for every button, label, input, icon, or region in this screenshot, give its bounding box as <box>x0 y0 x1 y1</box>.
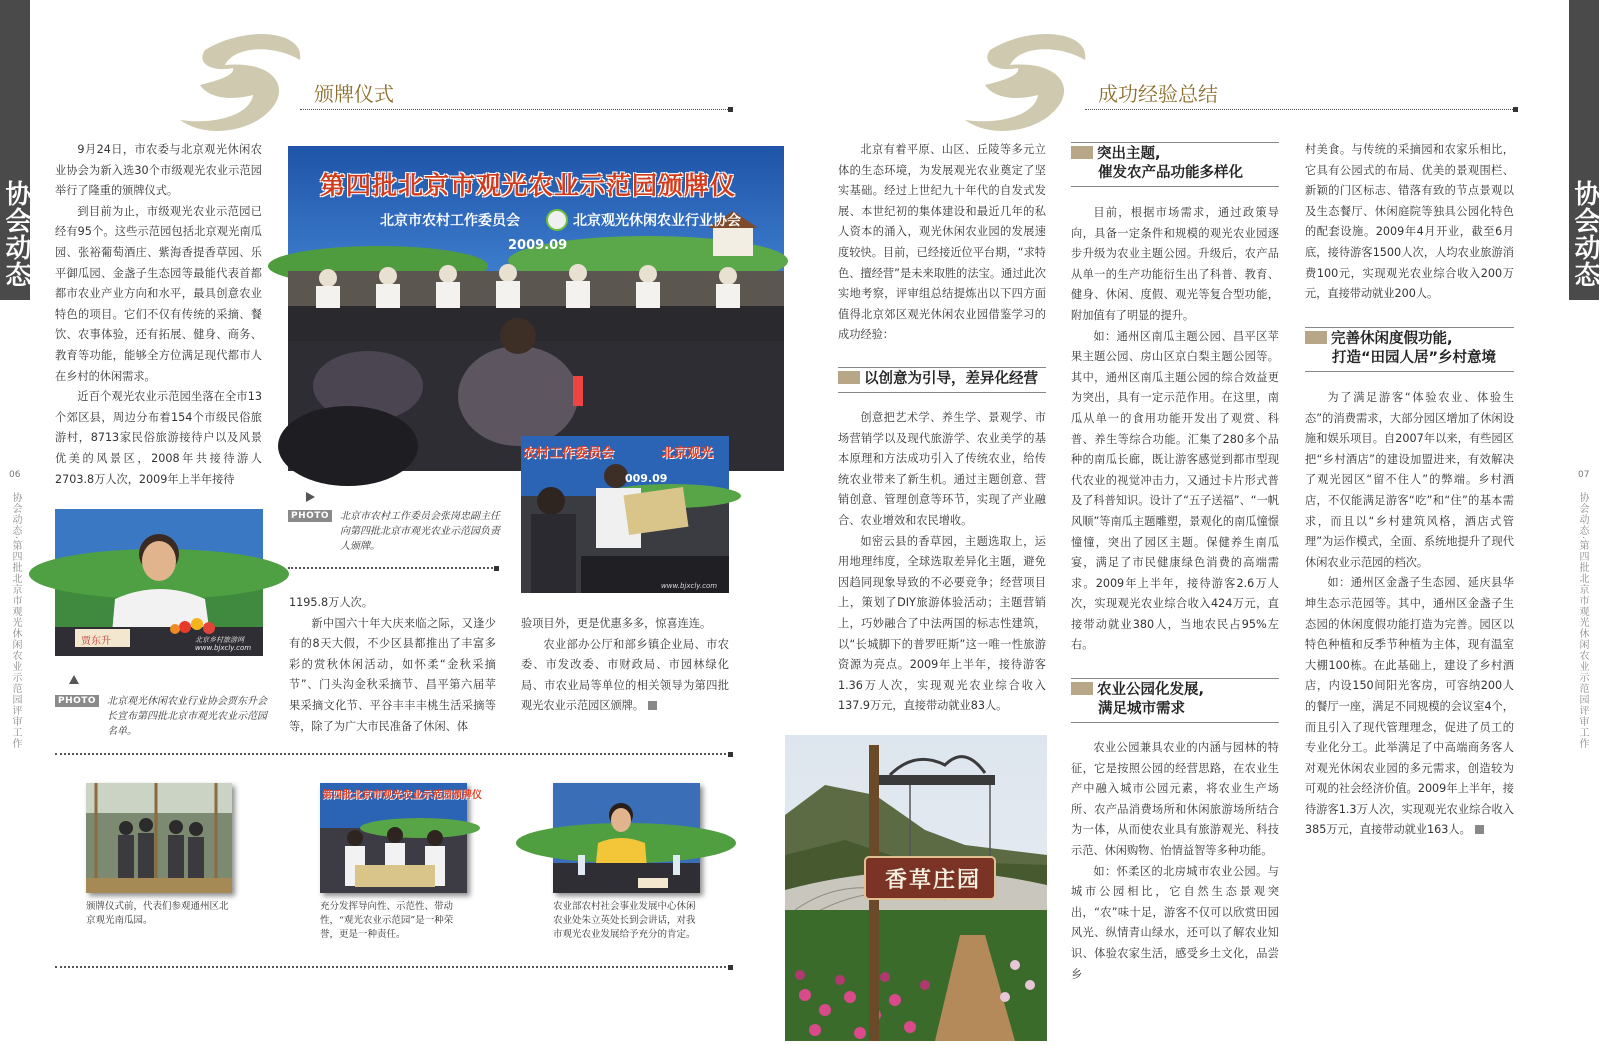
paragraph <box>1305 573 1514 841</box>
small-banner-text: 第四批北京市观光农业示范园颁牌仪 <box>322 790 482 801</box>
paragraph-text: 如：通州区金盏子生态园、延庆县华坤生态示范园等。其中，通州区金盏子生态园的休闲度假功能打造为完善。园区以特色种植和反季节种植为主体，现有温室大棚100栋。在此基础上，建设了乡村酒店，内设150间阳光客房，可容纳200人的餐厅一座，满足不同规模的会议室4个，而且引入了现代管理理念，促进了员工的专业化分工。此举满足了中高端商务客人对观光休闲农业园的多元需求，创造较为可观的社会经济价值。2009年上半年，接待游客1.3万人次，实现观光农业综合收入385万元，直接带动就业163人。 <box>1305 576 1514 837</box>
left-column-3 <box>521 614 729 717</box>
photo-caption-top: 北京市农村工作委员会张岗忠副主任向第四批北京市观光农业示范园负责人颁牌。 <box>340 511 500 552</box>
bottom-photo-3-art <box>553 783 700 893</box>
award-photo <box>521 436 729 593</box>
right-swirl-decoration <box>950 20 1110 160</box>
caption-arrow-icon <box>306 492 315 502</box>
left-swirl-decoration <box>165 20 325 160</box>
nameplate: 贾东升 <box>81 636 111 647</box>
subheading-text-1: 农业公园化发展, <box>1097 682 1205 698</box>
subheading-marker <box>1071 682 1093 695</box>
small-banner-date: 009.09 <box>625 472 668 485</box>
ceremony-photo-main <box>288 146 784 471</box>
right-column-3 <box>1305 140 1514 305</box>
paragraph: 验项目外，更是优惠多多，惊喜连连。 <box>521 617 712 630</box>
caption-divider <box>288 567 496 569</box>
small-banner-text: 农村工作委员会 <box>523 446 615 461</box>
end-mark <box>648 701 657 710</box>
paragraph: 新中国六十年大庆来临之际，又逢少有的8天大假，不少区县都推出了丰富多彩的赏秋休闲活动，如怀柔“金秋采摘节”、门头沟金秋采摘节、昌平第六届苹果采摘文化节、平谷丰丰丰桃生活采摘等等，除了为广大市民准备了休闲、体 <box>289 616 496 733</box>
left-column-2 <box>289 593 496 737</box>
paragraph: 目前，根据市场需求，通过政策导向，具备一定条件和规模的观光农业园逐步升级为农业主题公园。升级后，农产品从单一的生产功能衍生出了科普、教育、健身、休闲、度假、观光等复合型功能，附加值有了明显的提升。 <box>1071 206 1279 322</box>
subheading-theme <box>1071 142 1279 187</box>
right-column-2 <box>1071 203 1279 656</box>
caption-arrow-icon <box>69 675 79 684</box>
paragraph: 农业公园兼具农业的内涵与园林的特征，它是按照公园的经营思路，在农业生产中融入城市公园元素，将农业生产场所、农产品消费场所和休闲旅游场所结合为一体，从而使农业具有旅游观光、科技示范、休闲购物、怡情益智等多种功能。 <box>1071 741 1279 857</box>
paragraph <box>521 635 729 717</box>
page-number-left: 06 <box>9 470 21 480</box>
bottom-photo-1 <box>86 783 232 893</box>
bottom-strip-bottom-divider <box>55 966 730 968</box>
right-vertical-caption: 协会动态·第四批北京市观光休闲农业示范园评审工作 <box>1577 492 1588 750</box>
section-title-left: 颁牌仪式 <box>314 82 394 106</box>
bottom-caption-2: 充分发挥导向性、示范性、带动性，“观光农业示范园”是一种荣誉，更是一种责任。 <box>320 901 454 940</box>
paragraph: 近百个观光农业示范园坐落在全市13个郊区县，周边分布着154个市级民俗旅游村，8713家民俗旅游接待户以及风景优美的风景区，2008年共接待游人2703.8万人次，2009年上半年接待 <box>55 390 262 486</box>
title-divider-right <box>1085 109 1515 110</box>
subheading-text-1: 突出主题, <box>1097 146 1161 162</box>
bottom-caption-3: 农业部农村社会事业发展中心休闲农业处朱立英处长到会讲话，对我市观光农业发展给予充分的肯定。 <box>553 901 696 940</box>
subheading-marker <box>1305 331 1327 344</box>
paragraph-text: 农业部办公厅和部乡镇企业局、市农委、市发改委、市财政局、市园林绿化局、市农业局等单位的相关领导为第四批观光农业示范园区颁牌。 <box>521 637 729 713</box>
banner-line1: 第四批北京市观光农业示范园颁牌仪 <box>320 171 737 200</box>
banner-date: 2009.09 <box>508 238 568 253</box>
photo-watermark: www.bjxcly.com <box>661 582 718 590</box>
speaker-photo <box>55 509 263 656</box>
paragraph: 如密云县的香草园，主题选取上，运用地理纬度，全球选取差异化主题，避免因趋同现象导致的不必要竞争；经营项目上，策划了DIY旅游体验活动；主题营销上，巧妙融合了中法两国的标志性建筑，以“长城脚下的普罗旺斯”这一唯一性旅游资源为亮点。2009年上半年，接待游客1.36万人次，实现观光农业综合收入137.9万元，直接带动就业83人。 <box>838 534 1046 713</box>
subheading-text-2: 打造“田园人居”乡村意境 <box>1332 350 1497 366</box>
paragraph: 村美食。与传统的采摘园和农家乐相比，它具有公园式的布局、优美的景观围栏、新颖的门区标志、错落有致的节点景观以及生态餐厅、休闲庭院等独具公园化特色的配套设施。2009年4月开业，截至6月底，接待游客1500人次，人均农业旅游消费100元，实现观光农业综合收入200万元，直接带动就业200人。 <box>1305 143 1514 301</box>
subheading-park <box>1071 678 1279 723</box>
bottom-photo-2 <box>320 783 482 893</box>
right-column-3b <box>1305 388 1514 841</box>
left-sidebar-label: 协会动态 <box>1 180 31 288</box>
bottom-photo-1-art <box>86 783 232 893</box>
subheading-marker <box>1071 146 1093 159</box>
subheading-creative <box>838 367 1046 393</box>
left-vertical-caption: 协会动态·第四批北京市观光休闲农业示范园评审工作 <box>10 492 21 750</box>
paragraph: 为了满足游客“体验农业、体验生态”的消费需求，大部分园区增加了休闲设施和娱乐项目。自2007年以来，有些园区把“乡村酒店”的建设加盟进来，有效解决了观光园区“留不住人”的弊端。乡村酒店，不仅能满足游客“吃”和“住”的基本需求，而且以“乡村建筑风格，酒店式管理”为运作模式，全面、系统地提升了现代休闲农业示范园的档次。 <box>1305 391 1514 569</box>
paragraph: 到目前为止，市级观光农业示范园已经有95个。这些示范园包括北京观光南瓜园、张裕葡萄酒庄、紫海香提香草园、乐平御瓜园、金盏子生态园等最能代表首都都市农业产业方向和水平，最具创意农业特色的项目。它们不仅有传统的采摘、餐饮、农事体验，还有拓展、健身、商务、教育等功能，能够全方位满足现代都市人在乡村的休闲需求。 <box>55 204 262 383</box>
herb-garden-photo <box>785 735 1047 1041</box>
photo-label: PHOTO <box>288 510 332 522</box>
title-divider-left <box>300 109 730 110</box>
right-column-2b <box>1071 738 1279 985</box>
subheading-text: 以创意为引导，差异化经营 <box>864 371 1038 387</box>
right-column-1 <box>838 140 1046 346</box>
paragraph: 9月24日，市农委与北京观光休闲农业协会为新入选30个市级观光农业示范园举行了隆重的颁牌仪式。 <box>55 143 262 198</box>
subheading-leisure <box>1305 327 1514 372</box>
end-mark <box>1475 825 1484 834</box>
bottom-photo-3 <box>553 783 700 893</box>
left-column-1 <box>55 140 262 490</box>
banner-logo-icon <box>546 209 568 231</box>
right-column-1b <box>838 408 1046 717</box>
photo-caption-left: 北京观光休闲农业行业协会贾东升会长宣布第四批北京市观光农业示范园名单。 <box>107 696 267 737</box>
paragraph: 如：怀柔区的北房城市农业公园。与城市公园相比，它自然生态景观突出，“农”味十足，游客不仅可以欣赏田园风光、纵情青山绿水，还可以了解农业知识、体验农家生活，感受乡土文化，品尝乡 <box>1071 864 1279 981</box>
small-banner-text-2: 北京观光 <box>661 446 714 461</box>
subheading-text-2: 催发农产品功能多样化 <box>1098 165 1243 181</box>
right-sidebar-label: 协会动态 <box>1570 180 1600 288</box>
photo-watermark: 北京乡村旅游网 <box>195 636 244 644</box>
banner-line2-org2: 北京观光休闲农业行业协会 <box>573 213 741 229</box>
section-title-right: 成功经验总结 <box>1098 82 1218 106</box>
herb-garden-sign: 香草庄园 <box>884 867 981 893</box>
paragraph: 创意把艺术学、养生学、景观学、市场营销学以及现代旅游学、农业美学的基本原理和方法成功引入了传统农业，给传统农业带来了新生机。通过主题创意、营销创意、管理创意等环节，实现了产业融合、农业增效和农民增收。 <box>838 411 1046 527</box>
paragraph: 1195.8万人次。 <box>289 596 373 609</box>
subheading-marker <box>838 371 860 384</box>
subheading-text-1: 完善休闲度假功能, <box>1331 331 1453 347</box>
bottom-strip-top-divider <box>55 753 730 755</box>
paragraph: 如：通州区南瓜主题公园、昌平区苹果主题公园、房山区京白梨主题公园等。其中，通州区南瓜主题公园的综合效益更为突出，具有一定示范作用。在这里，南瓜从单一的食用功能开发出了观赏、科普、养生等综合功能。汇集了280多个品种的南瓜长廊，既让游客感觉到都市型现代农业的视觉冲击力，又通过卡片形式普及了科普知识。设计了“五子送福”、“一帆风顺”等南瓜主题雕塑，景观化的南瓜憧憬憧憧，突出了园区主题。保健养生南瓜宴，满足了市民健康绿色消费的高端需求。2009年上半年，接待游客2.6万人次，实现观光农业综合收入424万元，直接带动就业380人，当地农民占95%左右。 <box>1071 329 1279 652</box>
banner-line2-org1: 北京市农村工作委员会 <box>380 213 520 229</box>
subheading-text-2: 满足城市需求 <box>1098 701 1185 717</box>
photo-label: PHOTO <box>55 695 99 707</box>
photo-watermark-url: www.bjxcly.com <box>195 644 252 652</box>
bottom-caption-1: 颁牌仪式前，代表们参观通州区北京观光南瓜园。 <box>86 901 229 926</box>
page-number-right: 07 <box>1578 470 1590 480</box>
paragraph: 北京有着平原、山区、丘陵等多元立体的生态环境，为发展观光农业奠定了坚实基础。经过上世纪九十年代的自发式发展、本世纪初的集体建设和最近几年的私人资本的涌入，观光休闲农业园的发展速度较快。目前，已经接近位平台期，“求特色、擅经营”是未来取胜的法宝。通过此次实地考察，评审组总结提炼出以下四方面值得北京郊区观光休闲农业园借鉴学习的成功经验： <box>838 143 1046 342</box>
